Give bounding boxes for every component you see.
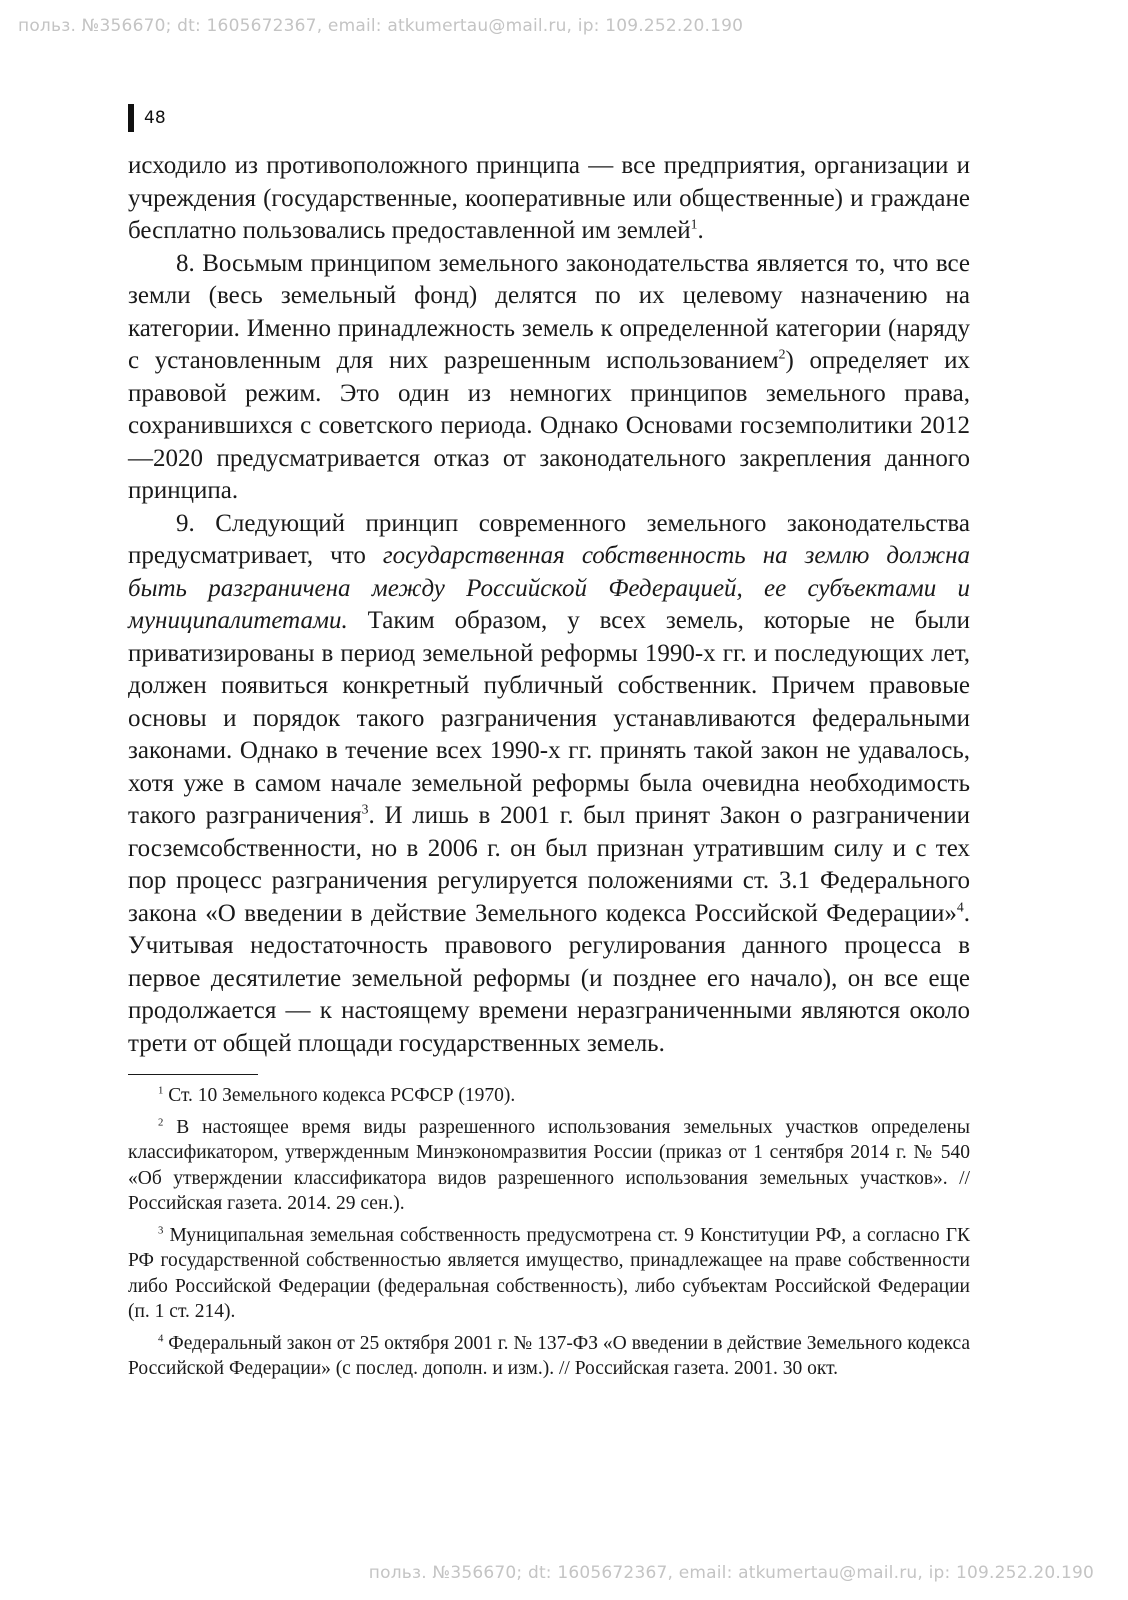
paragraph-3-text-d: . Учитывая недостаточность правового регулирования данного процесса в первое десятилетие земельной реформы (и позднее его начало), он все еще продолжается — к настоящему времени неразграниченными являются около трети от общей площади государственных земель. — [128, 899, 970, 1057]
footnote-1 — [128, 1083, 970, 1109]
footnote-2-number: 2 — [158, 1116, 164, 1128]
footnote-ref-1: 1 — [690, 216, 698, 232]
paragraph-1 — [128, 150, 970, 248]
header-marker-bar — [128, 104, 134, 132]
footnote-3 — [128, 1223, 970, 1325]
footnote-4 — [128, 1331, 970, 1382]
paragraph-3-text-c: . И лишь в 2001 г. был принят Закон о разграничении госземсобственности, но в 2006 г. он был признан утратившим силу и с тех пор процесс разграничения регулируется положениями ст. 3.1 Федерального закона «О введении в действие Земельного кодекса Российской Федерации» — [128, 802, 970, 927]
paragraph-3-text-a: 9. Следующий принцип современного земельного законодательства предусматривает, что — [128, 509, 970, 569]
watermark-bottom: польз. №356670; dt: 1605672367, email: atkumertau@mail.ru, ip: 109.252.20.190 — [368, 1563, 1094, 1583]
paragraph-1-end: . — [697, 217, 704, 244]
paragraph-2-text-a: 8. Восьмым принципом земельного законодательства является то, что все земли (весь земельный фонд) делятся по их целевому назначению на категории. Именно принадлежность земель к определенной категории (наряду с установленным для них разрешенным использованием — [128, 249, 970, 374]
paragraph-3-emphasis: государственная собственность на землю должна быть разграничена между Российской Федерацией, ее субъектами и муниципалитетами. — [128, 542, 970, 634]
watermark-top: польз. №356670; dt: 1605672367, email: atkumertau@mail.ru, ip: 109.252.20.190 — [18, 16, 744, 36]
footnote-4-text: Федеральный закон от 25 октября 2001 г. № 137-ФЗ «О введении в действие Земельного кодекса Российской Федерации» (с послед. дополн. и изм.). // Российская газета. 2001. 30 окт. — [128, 1332, 970, 1379]
page-header — [128, 104, 166, 132]
footnote-2-text: В настоящее время виды разрешенного использования земельных участков определены классификатором, утвержденным Минэкономразвития России (приказ от 1 сентября 2014 г. № 540 «Об утверждении классификатора видов разрешенного использования земельных участков». // Российская газета. 2014. 29 сен.). — [128, 1116, 971, 1214]
footnote-ref-2: 2 — [778, 346, 786, 362]
footnote-4-number: 4 — [158, 1332, 164, 1344]
footnote-2 — [128, 1115, 970, 1217]
footnote-3-text: Муниципальная земельная собственность предусмотрена ст. 9 Конституции РФ, а согласно ГК РФ государственной собственностью является имущество, принадлежащее на праве собственности либо Российской Федерации (федеральная собственность), либо субъектам Российской Федерации (п. 1 ст. 214). — [128, 1224, 970, 1322]
paragraph-1-text: исходило из противоположного принципа — все предприятия, организации и учреждения (государственные, кооперативные или общественные) и граждане бесплатно пользовались предоставленной им землей — [128, 152, 970, 244]
footnote-1-number: 1 — [158, 1084, 164, 1097]
page-number: 48 — [144, 108, 166, 128]
paragraph-2 — [128, 248, 970, 508]
paragraph-3 — [128, 508, 970, 1061]
footnote-3-number: 3 — [158, 1224, 164, 1236]
main-text — [128, 150, 970, 1060]
footnote-ref-3: 3 — [361, 801, 369, 817]
footnote-separator — [128, 1074, 258, 1075]
footnote-ref-4: 4 — [956, 899, 964, 915]
paragraph-3-text-b: Таким образом, у всех земель, которые не были приватизированы в период земельной реформы 1990-х гг. и последующих лет, должен появиться конкретный публичный собственник. Причем правовые основы и порядок такого разграничения устанавливаются федеральными законами. Однако в течение всех 1990-х гг. принять такой закон не удавалось, хотя уже в самом начале земельной реформы была очевидна необходимость такого разграничения — [128, 607, 970, 829]
page-content — [128, 150, 970, 1388]
footnotes — [128, 1083, 970, 1382]
footnote-1-text: Ст. 10 Земельного кодекса РСФСР (1970). — [168, 1085, 516, 1106]
paragraph-2-text-b: ) определяет их правовой режим. Это один из немногих принципов земельного права, сохранившихся с советского периода. Однако Основами госземполитики 2012—2020 предусматривается отказ от законодательного закрепления данного принципа. — [128, 347, 970, 504]
